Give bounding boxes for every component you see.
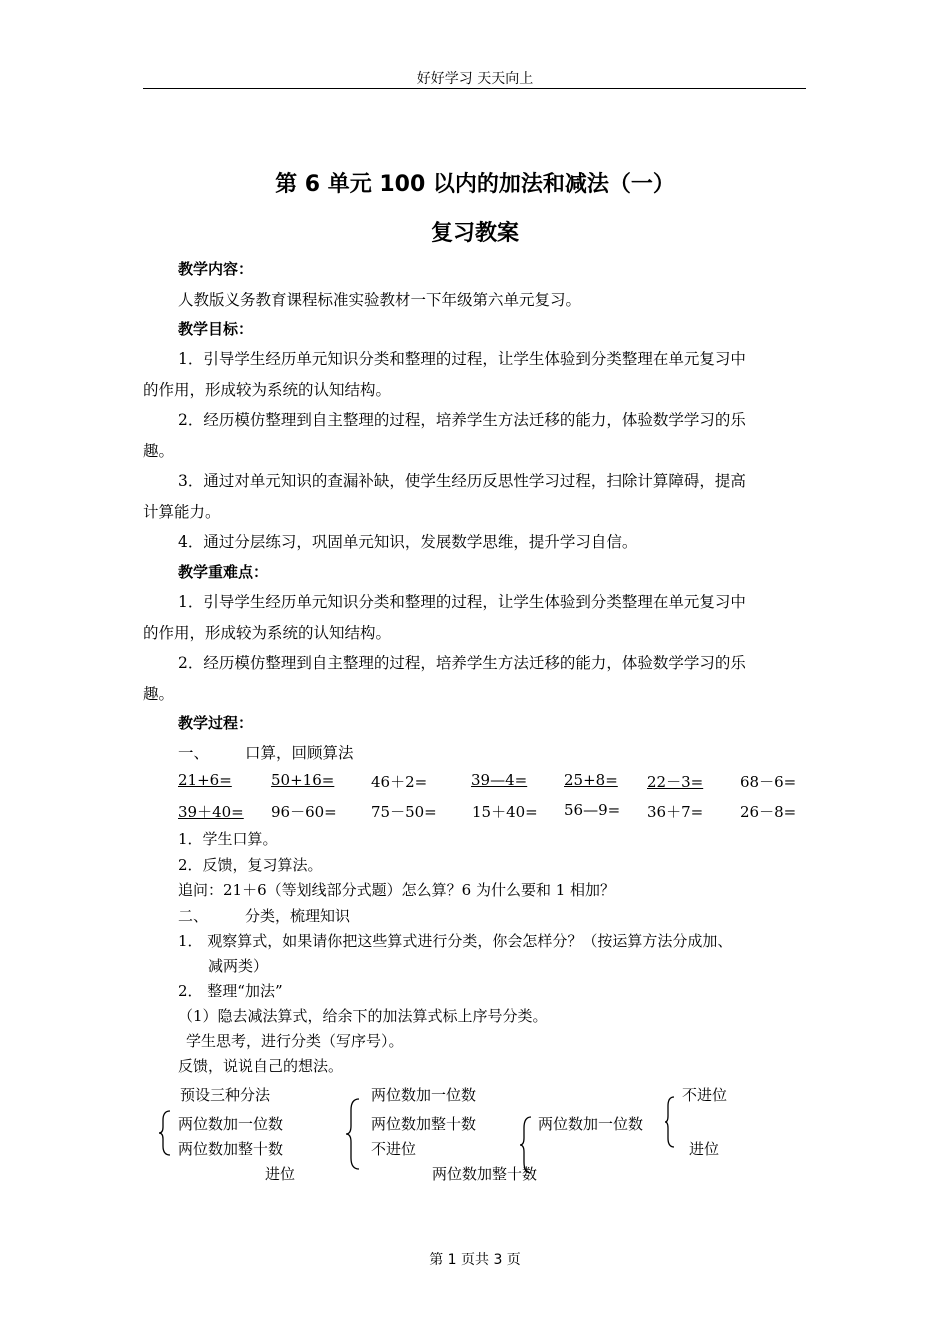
step-1: 1．学生口算。 xyxy=(178,830,278,848)
goal-3-line1: 3．通过对单元知识的查漏补缺，使学生经历反思性学习过程，扫除计算障碍，提高 xyxy=(178,472,746,490)
observe-line1: 1． 观察算式，如果请你把这些算式进行分类，你会怎样分？（按运算方法分成加、 xyxy=(178,932,733,950)
brace-c-left xyxy=(519,1116,533,1174)
exercise-1-4: 39—4= xyxy=(471,771,528,789)
exercise-2-2: 96－60= xyxy=(271,803,337,821)
exercise-1-2: 50+16= xyxy=(271,771,335,789)
scheme-a-2: 两位数加整十数 xyxy=(178,1140,284,1158)
doc-subtitle: 复习教案 xyxy=(430,221,519,246)
key-2-line2: 趣。 xyxy=(143,685,175,703)
goal-1-line2: 的作用，形成较为系统的认知结构。 xyxy=(143,381,392,399)
organize-step-1: （1）隐去减法算式，给余下的加法算式标上序号分类。 xyxy=(178,1007,548,1025)
goal-3-line2: 计算能力。 xyxy=(143,503,221,521)
exercise-1-5: 25+8= xyxy=(564,771,618,789)
follow-up-question: 追问：21＋6（等划线部分式题）怎么算？6 为什么要和 1 相加？ xyxy=(178,881,616,899)
scheme-b-top: 两位数加一位数 xyxy=(371,1086,477,1104)
feedback: 反馈，说说自己的想法。 xyxy=(178,1057,344,1075)
scheme-a-3: 进位 xyxy=(265,1165,296,1183)
page-footer: 第 1 页共 3 页 xyxy=(429,1252,521,1268)
section-2-number: 二、 xyxy=(178,907,209,925)
scheme-c-1: 两位数加一位数 xyxy=(538,1115,644,1133)
exercise-2-5: 56—9= xyxy=(564,801,621,819)
scheme-c-carry: 进位 xyxy=(689,1140,720,1158)
content-text: 人教版义务教育课程标准实验教材一下年级第六单元复习。 xyxy=(178,291,582,309)
exercise-2-4: 15＋40= xyxy=(472,803,538,821)
student-thinking: 学生思考，进行分类（写序号）。 xyxy=(186,1032,404,1050)
key-2-line1: 2．经历模仿整理到自主整理的过程，培养学生方法迁移的能力，体验数学学习的乐 xyxy=(178,654,746,672)
exercise-1-6: 22－3= xyxy=(647,773,704,791)
header-rule xyxy=(143,88,806,89)
scheme-c-no-carry: 不进位 xyxy=(682,1086,728,1104)
scheme-label: 预设三种分法 xyxy=(180,1086,271,1104)
section-1-number: 一、 xyxy=(178,744,210,762)
observe-line2: 减两类） xyxy=(208,957,269,975)
page-header: 好好学习 天天向上 xyxy=(416,71,534,87)
exercise-1-1: 21+6= xyxy=(178,771,232,789)
key-heading: 教学重难点： xyxy=(178,563,269,581)
content-heading: 教学内容： xyxy=(178,260,254,278)
scheme-b-2: 不进位 xyxy=(371,1140,417,1158)
exercise-2-7: 26－8= xyxy=(740,803,797,821)
brace-b xyxy=(345,1098,361,1170)
step-2: 2．反馈，复习算法。 xyxy=(178,856,323,874)
goal-4: 4．通过分层练习，巩固单元知识，发展数学思维，提升学习自信。 xyxy=(178,533,638,551)
scheme-b-3: 两位数加整十数 xyxy=(432,1165,538,1183)
exercise-2-1: 39＋40= xyxy=(178,803,244,821)
scheme-a-1: 两位数加一位数 xyxy=(178,1115,284,1133)
doc-title: 第 6 单元 100 以内的加法和减法（一） xyxy=(275,172,675,197)
exercise-1-7: 68－6= xyxy=(740,773,797,791)
process-heading: 教学过程： xyxy=(178,714,254,732)
key-1-line1: 1．引导学生经历单元知识分类和整理的过程，让学生体验到分类整理在单元复习中 xyxy=(178,593,746,611)
exercise-2-6: 36＋7= xyxy=(647,803,704,821)
goals-heading: 教学目标： xyxy=(178,320,254,338)
section-1-title: 口算，回顾算法 xyxy=(245,744,354,762)
brace-c-right xyxy=(664,1096,676,1148)
section-2-title: 分类，梳理知识 xyxy=(245,907,351,925)
goal-2-line2: 趣。 xyxy=(143,442,175,460)
goal-2-line1: 2．经历模仿整理到自主整理的过程，培养学生方法迁移的能力，体验数学学习的乐 xyxy=(178,411,746,429)
exercise-2-3: 75－50= xyxy=(371,803,437,821)
scheme-b-1: 两位数加整十数 xyxy=(371,1115,477,1133)
organize-addition: 2． 整理“加法” xyxy=(178,982,283,1000)
goal-1-line1: 1．引导学生经历单元知识分类和整理的过程，让学生体验到分类整理在单元复习中 xyxy=(178,350,746,368)
key-1-line2: 的作用，形成较为系统的认知结构。 xyxy=(143,624,392,642)
exercise-1-3: 46＋2= xyxy=(371,773,428,791)
brace-a xyxy=(158,1110,172,1156)
